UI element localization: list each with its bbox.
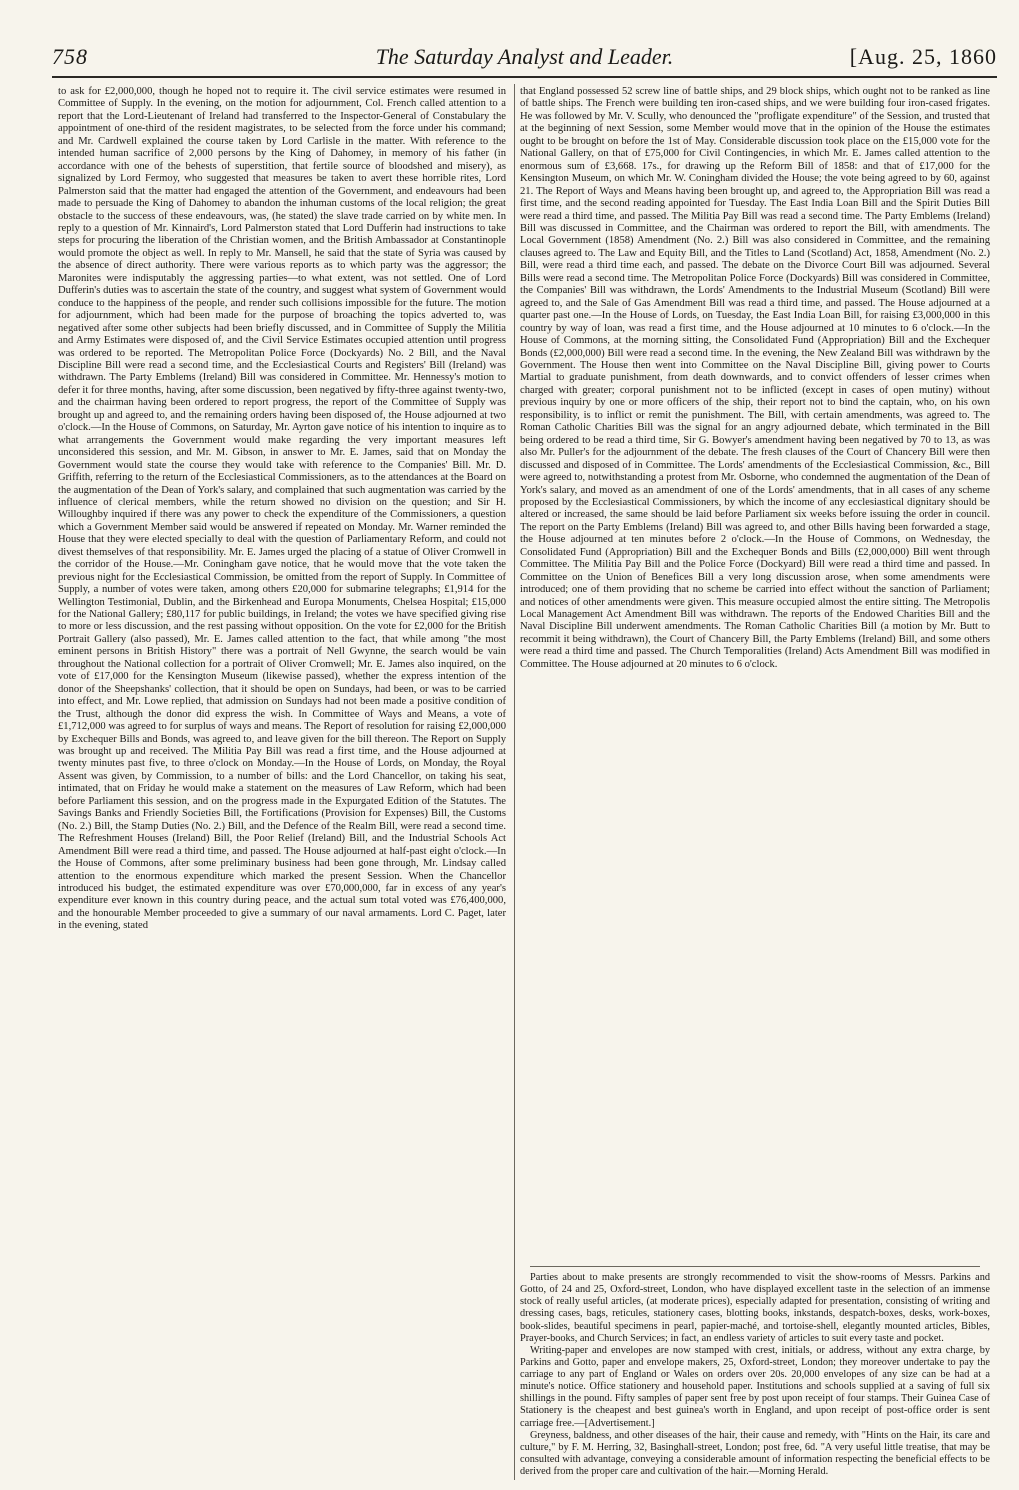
journal-title: The Saturday Analyst and Leader. <box>375 44 674 69</box>
advertisement-hair: Greyness, baldness, and other diseases of the hair, their cause and remedy, with "Hints on the Hair, its care and culture," by F. M. Herring, 32, Basinghall-street, London; post free, 6d. "A very useful little treatise, that may be consulted with advantage, conveying a considerable amount of information respecting the beneficial effects to be derived from the proper care and cultivation of the hair.—Morning Herald. <box>520 1429 990 1477</box>
header-rule <box>52 76 997 78</box>
section-separator <box>530 1266 980 1267</box>
advertisement-section <box>520 1272 990 1478</box>
issue-date: [Aug. 25, 1860 <box>849 44 997 69</box>
left-column <box>58 86 506 1478</box>
column-divider <box>514 84 515 1480</box>
advertisement-writing-paper: Writing-paper and envelopes are now stamped with crest, initials, or address, without any extra charge, by Parkins and Gotto, paper and envelope makers, 25, Oxford-street, London; they moreover undertake to pay the carriage to any part of England or Wales on orders over 20s. 20,000 envelopes of any size can be had at a minute's notice. Office stationery and household paper. Institutions and schools supplied at a saving of full six shillings in the pound. Fifty samples of paper sent free by post upon receipt of four stamps. Their Guinea Case of Stationery is the cheapest and best guinea's worth in England, and upon receipt of post-office order is sent carriage free.—[Advertisement.] <box>520 1344 990 1429</box>
left-paragraph: to ask for £2,000,000, though he hoped not to require it. The civil service estimates were resumed in Committee of Supply. In the evening, on the motion for adjournment, Col. French called attention to a report that the Lord-Lieutenant of Ireland had transferred to the Inspector-General of Constabulary the appointment of one-third of the resident magistrates, to be selected from the force under his command; and Mr. Cardwell explained the course taken by Lord Carlisle in the matter. With reference to the intended human sacrifice of 2,000 persons by the King of Dahomey, in memory of his father (in accordance with one of the behests of superstition, that fertile source of bloodshed and misery), as signalized by Lord Fermoy, who suggested that measures be taken to avert these horrible rites, Lord Palmerston said that the matter had engaged the attention of the Government, and endeavours had been made to persuade the King of Dahomey to abandon the inhuman customs of the local religion; the great obstacle to the success of these endeavours, was, (he stated) the slave trade carried on by white men. In reply to a question of Mr. Kinnaird's, Lord Palmerston stated that Lord Dufferin had instructions to take steps for procuring the liberation of the Christian women, and the British Ambassador at Constantinople would promote the object as well. In reply to Mr. Mansell, he said that the state of Syria was caused by the absence of direct authority. There were various reports as to which party was the aggressor; the Maronites were indisputably the aggressing parties—to what extent, was not settled. One of Lord Dufferin's duties was to ascertain the state of the country, and suggest what system of Government would conduce to the happiness of the people, and render such collisions impossible for the future. The motion for adjournment, which had been made for the purpose of broaching the topics adverted to, was negatived after some other subjects had been briefly discussed, and in Committee of Supply the Militia and Army Estimates were disposed of, and the Civil Service Estimates occupied attention until progress was ordered to be reported. The Metropolitan Police Force (Dockyards) No. 2 Bill, and the Naval Discipline Bill were read a second time, and the Ecclesiastical Courts and Registers' Bill (Ireland) was withdrawn. The Party Emblems (Ireland) Bill was considered in Committee. Mr. Hennessy's motion to defer it for three months, having, after some discussion, been negatived by fifty-three against twenty-two, and the chairman having been ordered to report progress, the report of the Committee of Supply was brought up and agreed to, and the remaining orders having been disposed of, the House adjourned at two o'clock.—In the House of Commons, on Saturday, Mr. Ayrton gave notice of his intention to inquire as to what arrangements the Government would make regarding the very important measures left unconsidered this session, and Mr. M. Gibson, in answer to Mr. E. James, said that on Monday the Government would state the course they would take with reference to the Companies' Bill. Mr. D. Griffith, referring to the return of the Ecclesiastical Commissioners, as to the attendances at the Board on the augmentation of the Dean of York's salary, and complained that such augmentation was carried by the influence of clerical members, while the return showed no division on the question; and Sir H. Willoughby inquired if there was any power to check the expenditure of the Commissioners, a question which a Government Member said would be answered if repeated on Monday. Mr. Warner reminded the House that they were elected specially to deal with the question of Parliamentary Reform, and could not divest themselves of that responsibility. Mr. E. James urged the placing of a statue of Oliver Cromwell in the corridor of the House.—Mr. Coningham gave notice, that he would move that the vote taken the previous night for the Ecclesiastical Commission, be omitted from the report of Supply. In Committee of Supply, a number of votes were taken, among others £20,000 for submarine telegraphs; £1,914 for the Wellington Testimonial, Dublin, and the Birkenhead and Europa Monuments, Chelsea Hospital; £15,000 for the National Gallery; £80,117 for public buildings, in Ireland; the votes we have specified giving rise to more or less discussion, and the rest passing without opposition. On the vote for £2,000 for the British Portrait Gallery (also passed), Mr. E. James called attention to the fact, that while among "the most eminent persons in British History" there was a portrait of Nell Gwynne, the search would be vain throughout the National collection for a portrait of Oliver Cromwell; Mr. E. James also inquired, on the vote of £17,000 for the Kensington Museum (likewise passed), whether the express intention of the donor of the Sheepshanks' collection, that it should be open on Sundays, had been, or was to be carried into effect, and Mr. Lowe replied, that admission on Sundays had not been made a positive condition of the Trust, although the donor did express the wish. In Committee of Ways and Means, a vote of £1,712,000 was agreed to for surplus of ways and means. The Report of resolution for raising £2,000,000 by Exchequer Bills and Bonds, was agreed to, and leave given for the bill thereon. The Report on Supply was brought up and received. The Militia Pay Bill was read a first time, and the House adjourned at twenty minutes past five, to three o'clock on Monday.—In the House of Lords, on Monday, the Royal Assent was given, by Commission, to a number of bills: and the Lord Chancellor, on taking his seat, intimated, that on Friday he would make a statement on the measures of Law Reform, which had been before Parliament this session, and on the progress made in the Expurgated Edition of the Statutes. The Savings Banks and Friendly Societies Bill, the Fortifications (Provision for Expenses) Bill, the Customs (No. 2.) Bill, the Stamp Duties (No. 2.) Bill, and the Defence of the Realm Bill, were read a second time. The Refreshment Houses (Ireland) Bill, the Poor Relief (Ireland) Bill, and the Industrial Schools Act Amendment Bill were read a third time, and passed. The House adjourned at half-past eight o'clock.—In the House of Commons, after some preliminary business had been gone through, Mr. Lindsay called attention to the enormous expenditure which marked the present Session. When the Chancellor introduced his budget, the estimated expenditure was over £70,000,000, far in excess of any year's expenditure ever known in this country during peace, and the actual sum total voted was £76,400,000, and the honourable Member proceeded to give a summary of our naval armaments. Lord C. Paget, later in the evening, stated <box>58 86 506 932</box>
advertisement-presents: Parties about to make presents are strongly recommended to visit the show-rooms of Messrs. Parkins and Gotto, of 24 and 25, Oxford-street, London, who have displayed excellent taste in the selection of an immense stock of really useful articles, (at moderate prices), especially adapted for presentation, consisting of writing and dressing cases, bags, reticules, stationery cases, blotting books, inkstands, despatch-boxes, desks, work-boxes, book-slides, beautiful specimens in pearl, papier-maché, and tortoise-shell, elegantly mounted articles, Bibles, Prayer-books, and Church Services; in fact, an endless variety of articles to suit every taste and pocket. <box>520 1272 990 1344</box>
right-column-top <box>520 86 990 1264</box>
page-header <box>52 44 997 74</box>
right-paragraph: that England possessed 52 screw line of battle ships, and 29 block ships, which ought not to be ranked as line of battle ships. The French were building ten iron-cased ships, and we were building four iron-cased frigates. He was followed by Mr. V. Scully, who denounced the "profligate expenditure" of the Session, and trusted that at the beginning of next Session, some Member would move that in the opinion of the House the estimates ought to be brought on before the 1st of May. Considerable discussion took place on the £15,000 vote for the National Gallery, on that of £75,000 for Civil Contingencies, in which Mr. E. James called attention to the enormous sum of £3,668. 17s., for drawing up the Reform Bill of 1858: and that of £17,000 for the Kensington Museum, on which Mr. W. Coningham divided the House; the vote being agreed to by 60, against 21. The Report of Ways and Means having been brought up, and agreed to, the Appropriation Bill was read a first time, and the second reading appointed for Tuesday. The East India Loan Bill and the Spirit Duties Bill were read a third time, and passed. The Militia Pay Bill was read a second time. The Party Emblems (Ireland) Bill was discussed in Committee, and the Chairman was ordered to report the Bill, with amendments. The Local Government (1858) Amendment (No. 2.) Bill was also considered in Committee, and the remaining clauses agreed to. The Law and Equity Bill, and the Titles to Land (Scotland) Act, 1858, Amendment (No. 2.) Bill, were read a third time each, and passed. The debate on the Divorce Court Bill was adjourned. Several Bills were read a second time. The Metropolitan Police Force (Dockyards) Bill was considered in Committee, the Companies' Bill was withdrawn, the Lords' Amendments to the Industrial Museum (Scotland) Bill were agreed to, and the Sale of Gas Amendment Bill was read a third time, and passed. The House adjourned at a quarter past one.—In the House of Lords, on Tuesday, the East India Loan Bill, for raising £3,000,000 in this country by way of loan, was read a first time, and the House adjourned at 10 minutes to 6 o'clock.—In the House of Commons, at the morning sitting, the Consolidated Fund (Appropriation) Bill and the Exchequer Bonds (£2,000,000) Bill were read a second time. In the evening, the New Zealand Bill was withdrawn by the Government. The House then went into Committee on the Naval Discipline Bill, giving power to Courts Martial to graduate punishment, from death downwards, and to convict offenders of lesser crimes when charged with greater; corporal punishment not to be inflicted (except in cases of open mutiny) without previous inquiry by one or more officers of the ship, their report not to bind the captain, who, on his own responsibility, is to inflict or remit the punishment. The Bill, with certain amendments, was agreed to. The Roman Catholic Charities Bill was the signal for an angry adjourned debate, which terminated in the Bill being ordered to be read a third time, Sir G. Bowyer's amendment having been negatived by 70 to 13, as was also Mr. Puller's for the adjournment of the debate. The fresh clauses of the Court of Chancery Bill were then discussed and disposed of in Committee. The Lords' amendments of the Ecclesiastical Commission, &c., Bill were agreed to, notwithstanding a protest from Mr. Osborne, who condemned the augmentation of the Dean of York's salary, and moved as an amendment of one of the Lords' amendments, that in all cases of any scheme proposed by the Ecclesiastical Commissioners, by which the income of any ecclesiastical dignitary should be altered or increased, the same should be laid before Parliament six weeks before issuing the order in council. The report on the Party Emblems (Ireland) Bill was agreed to, and other Bills having been forwarded a stage, the House adjourned at ten minutes before 2 o'clock.—In the House of Commons, on Wednesday, the Consolidated Fund (Appropriation) Bill and the Exchequer Bonds and Bills (£2,000,000) Bill went through Committee. The Militia Pay Bill and the Police Force (Dockyard) Bill were read a third time and passed. In Committee on the Union of Benefices Bill a very long discussion arose, when some amendments were introduced; one of them providing that no scheme be carried into effect without the sanction of Parliament; and notices of other amendments were given. This measure occupied almost the entire sitting. The Metropolis Local Management Act Amendment Bill was withdrawn. The reports of the Endowed Charities Bill and the Naval Discipline Bill underwent amendments. The Roman Catholic Charities Bill (a motion by Mr. Butt to recommit it being withdrawn), the Court of Chancery Bill, the Party Emblems (Ireland) Bill, and some others were read a third time and passed. The Church Temporalities (Ireland) Acts Amendment Bill was modified in Committee. The House adjourned at 20 minutes to 6 o'clock. <box>520 86 990 670</box>
page-number: 758 <box>52 44 88 69</box>
